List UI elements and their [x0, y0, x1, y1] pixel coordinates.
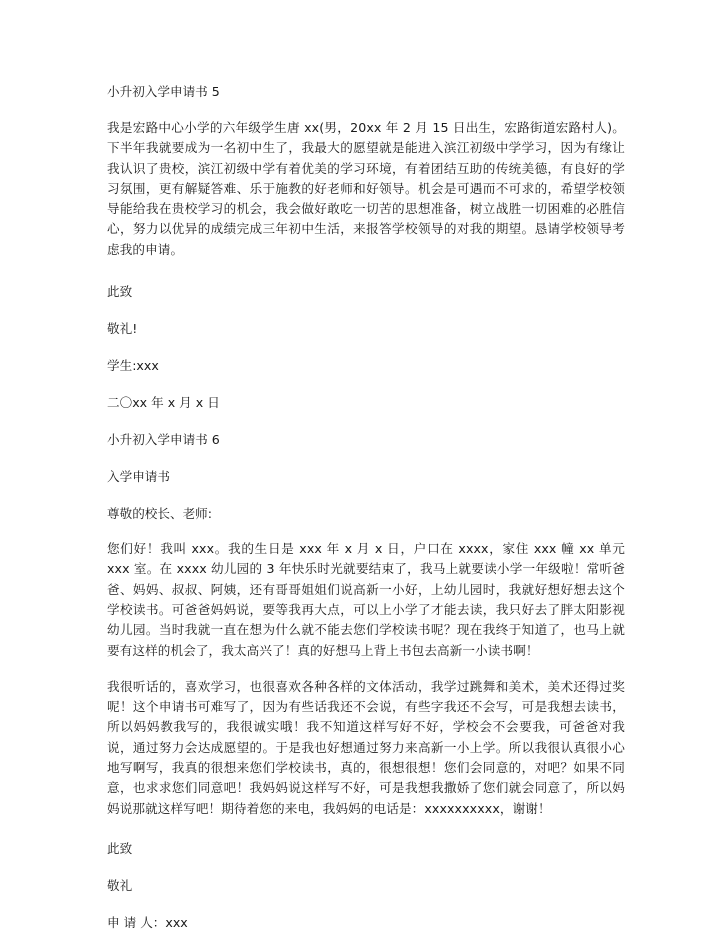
letter5-signer: 学生:xxx: [107, 358, 159, 374]
letter5-closing: 此致: [107, 284, 133, 300]
document-page: [107, 78, 625, 932]
letter6-signer: 申 请 人：xxx: [107, 914, 188, 930]
letter6-greeting: 尊敬的校长、老师:: [107, 506, 212, 522]
letter6-paragraph-2: 我很听话的，喜欢学习，也很喜欢各种各样的文体活动，我学过跳舞和美术，美术还得过奖呢！这个申请书可难写了，因为有些话我还不会说，有些字我还不会写，可是我想去读书，所以妈妈教我写的，我很诚实哦！我不知道这样写好不好，学校会不会要我，可爸爸对我说，通过努力会达成愿望的。于是我也好想通过努力来高新一小上学。所以我很认真很小心地写啊写，我真的很想来您们学校读书，真的，很想很想！您们会同意的，对吧？如果不同意，也求求您们同意吧！我妈妈说这样写不好，可是我想我撒娇了您们就会同意了，所以妈妈说那就这样写吧！期待着您的来电，我妈妈的电话是：xxxxxxxxxx，谢谢！: [107, 678, 625, 816]
letter5-body: 我是宏路中心小学的六年级学生唐 xx(男，20xx 年 2 月 15 日出生，宏路街道宏路村人)。下半年我就要成为一名初中生了，我最大的愿望就是能进入滨江初级中学学习，因为有缘让我认识了贵校，滨江初级中学有着优美的学习环境，有着团结互助的传统美德，有良好的学习氛围，更有解疑答难、乐于施教的好老师和好领导。机会是可遇而不可求的，希望学校领导能给我在贵校学习的机会，我会做好敢吃一切苦的思想准备，树立战胜一切困难的必胜信心，努力以优异的成绩完成三年初中生活，来报答学校领导的对我的期望。恳请学校领导考虑我的申请。: [107, 120, 625, 257]
letter6-closing: 此致: [107, 840, 133, 856]
letter6-paragraph-1: 您们好！我叫 xxx。我的生日是 xxx 年 x 月 x 日，户口在 xxxx，家住 xxx 幢 xx 单元 xxx 室。在 xxxx 幼儿园的 3 年快乐时光就要结束了，我马上就要读小学一年级啦！常听爸爸、妈妈、叔叔、阿姨，还有哥哥姐姐们说高新一小好，上幼儿园时，我就好想好想去这个学校读书。可爸爸妈妈说，要等我再大点，可以上小学了才能去读，我只好去了胖太阳影视幼儿园。当时我就一直在想为什么就不能去您们学校读书呢？现在我终于知道了，也马上就要有这样的机会了，我太高兴了！真的好想马上背上书包去高新一小读书啊！: [107, 541, 625, 658]
letter6-title: 小升初入学申请书 6: [107, 432, 220, 448]
letter5-title: 小升初入学申请书 5: [107, 84, 220, 99]
letter5-date: 二〇xx 年 x 月 x 日: [107, 395, 220, 411]
letter5-salute: 敬礼!: [107, 321, 138, 337]
letter6-salute: 敬礼: [107, 877, 133, 893]
letter6-subtitle: 入学申请书: [107, 469, 170, 485]
